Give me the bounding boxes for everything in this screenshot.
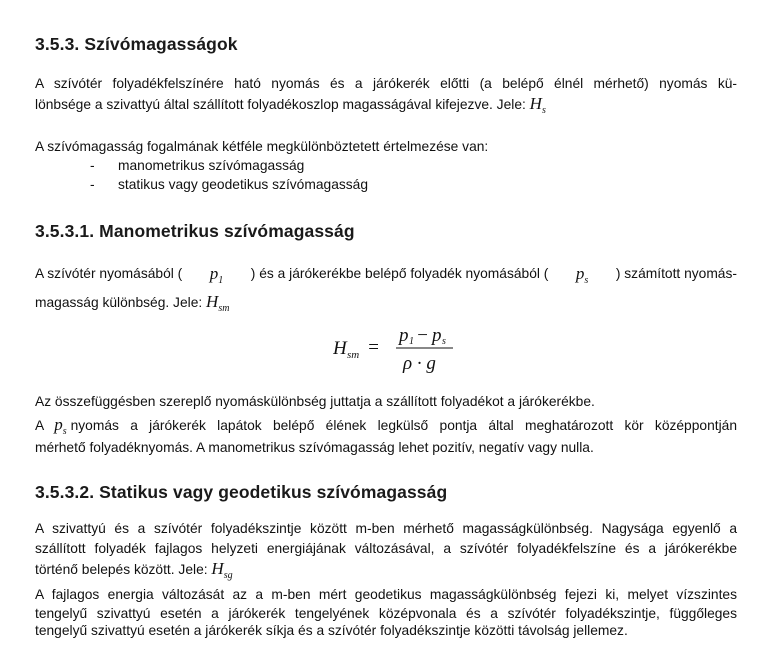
symbol-ps: $p_s$: [575, 264, 589, 286]
formula-eq: =: [367, 337, 380, 358]
manometric-note-1: Az összefüggésben szereplő nyomáskülönbség juttatja a szállított folyadékot a járókerékbe.: [35, 394, 595, 409]
manometric-note-3: mérhető folyadéknyomás. A manometrikus szívómagasság lehet pozitív, negatív vagy nulla.: [35, 440, 594, 455]
list-item-2: statikus vagy geodetikus szívómagasság: [118, 177, 369, 192]
manometric-note-2: [35, 415, 737, 442]
symbol-ps-2: $p_s$: [54, 415, 67, 437]
static-p2-line-3: tengelyű szivattyú esetén a járókerék síkja és a szívótér folyadékszintje közötti távolság jellemez.: [35, 623, 628, 638]
intro-line-2-text: lönbsége a szivattyú által szállított folyadékoszlop magasságával kifejezve. Jele:: [35, 97, 526, 112]
symbol-hsm: $H_{sm}$: [206, 292, 230, 314]
formula-lhs-sub: sm: [347, 349, 360, 361]
manometric-line-1-b: ) és a járókerékbe belépő folyadék nyomásából (: [250, 266, 549, 281]
formula-num-p1: p: [399, 325, 409, 346]
list-item-1: manometrikus szívómagasság: [118, 158, 305, 173]
formula-num-p1-sub: 1: [409, 336, 414, 347]
static-line-3: [35, 559, 233, 581]
formula-lhs: H: [333, 338, 347, 359]
concept-line: A szívómagasság fogalmának kétféle megkülönböztetett értelmezése van:: [35, 139, 489, 154]
manometric-line-2-text: magasság különbség. Jele:: [35, 295, 203, 310]
intro-line-1: A szívótér folyadékfelszínére ható nyomás és a járókerék előtti (a belépő élnél mérhető) nyomás kü-: [35, 76, 737, 91]
static-heading: 3.5.3.2. Statikus vagy geodetikus szívómagasság: [35, 482, 448, 502]
static-line-3-text: történő belepés között. Jele:: [35, 562, 208, 577]
symbol-p1: $p_1$: [209, 264, 224, 286]
intro-line-2: [35, 94, 546, 116]
section-heading: 3.5.3. Szívómagasságok: [35, 34, 238, 54]
formula-num-minus: −: [416, 325, 429, 346]
manometric-line-1-c: ) számított nyomás-: [615, 266, 737, 281]
manometric-heading: 3.5.3.1. Manometrikus szívómagasság: [35, 221, 355, 241]
list-dash-2: -: [90, 177, 95, 192]
manometric-note-2-b: nyomás a járókerék lapátok belépő élének legkülső pontja által meghatározott kör középpontján: [70, 418, 737, 433]
symbol-hs: $H_s$: [529, 94, 546, 116]
formula-num-ps: p: [432, 325, 442, 346]
static-p2-line-1: A fajlagos energia változását az a m-ben mért geodetikus magasságkülönbség fejezi ki, melyet vízszintes: [35, 587, 737, 602]
manometric-note-2-a: A: [35, 418, 45, 433]
formula-num-ps-sub: s: [442, 336, 446, 347]
manometric-line-2: [35, 292, 229, 314]
formula-hsm: [333, 323, 463, 383]
formula-svg: [333, 323, 463, 377]
list-dash-1: -: [90, 158, 95, 173]
symbol-hsg: $H_{sg}$: [211, 559, 233, 581]
manometric-line-1-a: A szívótér nyomásából (: [35, 266, 183, 281]
static-line-2: szállított folyadék fajlagos helyzeti energiájának változásával, a szívótér folyadékfelszíne és a járókerékbe: [35, 541, 737, 556]
static-line-1: A szivattyú és a szívótér folyadékszintje között m-ben mérhető magasságkülönbség. Nagysága egyenlő a: [35, 521, 737, 536]
formula-den: ρ · g: [403, 353, 436, 374]
static-p2-line-2: tengelyű szivattyú esetén a járókerék tengelyének középvonala és a szívótér folyadékszintje, függőleges: [35, 606, 737, 621]
manometric-line-1: [35, 264, 737, 291]
